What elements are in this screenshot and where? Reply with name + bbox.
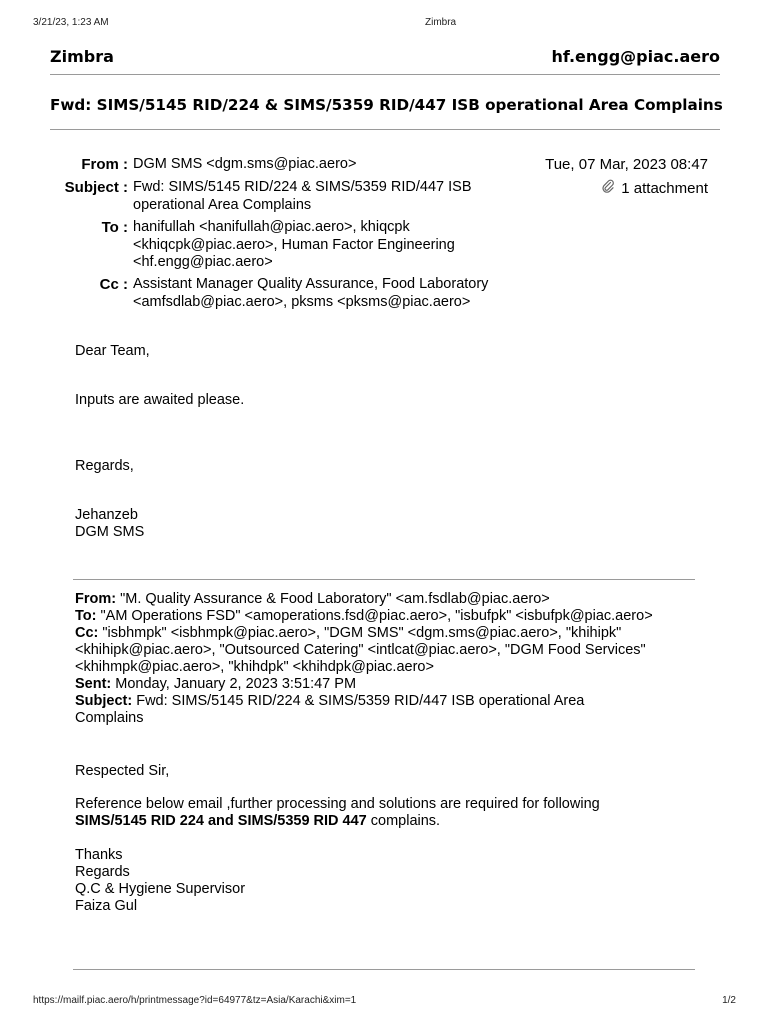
fwd-salutation: Respected Sir, <box>75 763 170 779</box>
fwd-signature <box>75 847 245 915</box>
fwd-subject-value: Fwd: SIMS/5145 RID/224 & SIMS/5359 RID/447 ISB operational Area <box>132 693 585 709</box>
fwd-to <box>75 608 715 625</box>
fwd-from-label: From: <box>75 591 117 607</box>
fwd-paragraph-tail: complains. <box>366 813 441 829</box>
fwd-subject-label: Subject: <box>75 693 133 709</box>
signature-title: DGM SMS <box>75 524 145 540</box>
to-line-3: <hf.engg@piac.aero> <box>133 254 273 270</box>
signature-name: Jehanzeb <box>75 507 138 523</box>
header-divider <box>50 74 720 75</box>
from-value[interactable]: DGM SMS <dgm.sms@piac.aero> <box>133 156 357 172</box>
body-line: Inputs are awaited please. <box>75 392 245 408</box>
fwd-sent <box>75 676 715 693</box>
fwd-to-value: "AM Operations FSD" <amoperations.fsd@piac.aero>, "isbufpk" <isbufpk@piac.aero> <box>96 608 653 624</box>
fwd-cc-line-2: <khihipk@piac.aero>, "Outsourced Catering" <intlcat@piac.aero>, "DGM Food Services" <box>75 642 646 658</box>
fwd-to-label: To: <box>75 608 97 624</box>
subject-value <box>133 179 472 214</box>
fwd-paragraph-line-1: Reference below email ,further processing and solutions are required for following <box>75 796 600 812</box>
fwd-sent-label: Sent: <box>75 676 112 692</box>
fwd-from <box>75 591 715 608</box>
subject-label: Subject : <box>64 179 128 196</box>
account-email: hf.engg@piac.aero <box>551 47 720 66</box>
fwd-cc-line-3: <khihmpk@piac.aero>, "khihdpk" <khihdpk@piac.aero> <box>75 659 434 675</box>
fwd-subject-line-2: Complains <box>75 710 144 726</box>
title-divider <box>50 129 720 130</box>
attachment-count: 1 attachment <box>621 179 708 197</box>
page-number: 1/2 <box>722 995 736 1006</box>
cc-value[interactable] <box>133 276 488 311</box>
app-title: Zimbra <box>50 47 114 66</box>
fwd-cc-label: Cc: <box>75 625 99 641</box>
fwd-sent-value: Monday, January 2, 2023 3:51:47 PM <box>111 676 357 692</box>
fwd-paragraph <box>75 796 715 830</box>
from-label: From : <box>81 156 128 173</box>
fwd-thanks: Thanks <box>75 847 123 863</box>
attachment-link[interactable] <box>601 179 708 197</box>
end-divider <box>73 969 695 970</box>
subject-line-1: Fwd: SIMS/5145 RID/224 & SIMS/5359 RID/447 ISB <box>133 179 472 195</box>
to-line-1: hanifullah <hanifullah@piac.aero>, khiqcpk <box>133 219 410 235</box>
to-line-2: <khiqcpk@piac.aero>, Human Factor Engineering <box>133 236 455 253</box>
print-title: Zimbra <box>425 17 457 28</box>
fwd-from-value: "M. Quality Assurance & Food Laboratory" <am.fsdlab@piac.aero> <box>116 591 550 607</box>
signature <box>75 507 144 541</box>
body-closing: Regards, <box>75 458 134 474</box>
fwd-paragraph-bold: SIMS/5145 RID 224 and SIMS/5359 RID 447 <box>75 813 367 829</box>
fwd-cc <box>75 625 715 642</box>
paperclip-icon <box>601 179 615 197</box>
footer-url: https://mailf.piac.aero/h/printmessage?id=64977&tz=Asia/Karachi&xim=1 <box>33 995 357 1006</box>
body-greeting: Dear Team, <box>75 343 150 359</box>
to-label: To : <box>101 219 128 236</box>
fwd-subject <box>75 693 715 710</box>
subject-line-2: operational Area Complains <box>133 196 312 213</box>
fwd-cc-line-1: "isbhmpk" <isbhmpk@piac.aero>, "DGM SMS" <dgm.sms@piac.aero>, "khihipk" <box>98 625 622 641</box>
fwd-regards: Regards <box>75 864 130 880</box>
message-title: Fwd: SIMS/5145 RID/224 & SIMS/5359 RID/447 ISB operational Area Complains <box>50 96 723 114</box>
cc-label: Cc : <box>99 276 128 293</box>
to-value[interactable] <box>133 219 455 272</box>
cc-line-1: Assistant Manager Quality Assurance, Food Laboratory <box>133 276 489 292</box>
forwarded-headers <box>75 591 715 727</box>
cc-line-2: <amfsdlab@piac.aero>, pksms <pksms@piac.aero> <box>133 293 471 310</box>
fwd-sig-role: Q.C & Hygiene Supervisor <box>75 881 246 897</box>
fwd-paragraph-line-2 <box>75 813 715 830</box>
message-date: Tue, 07 Mar, 2023 08:47 <box>545 156 708 173</box>
print-datetime: 3/21/23, 1:23 AM <box>33 17 109 28</box>
fwd-sig-name: Faiza Gul <box>75 898 138 914</box>
forward-divider <box>73 579 695 580</box>
